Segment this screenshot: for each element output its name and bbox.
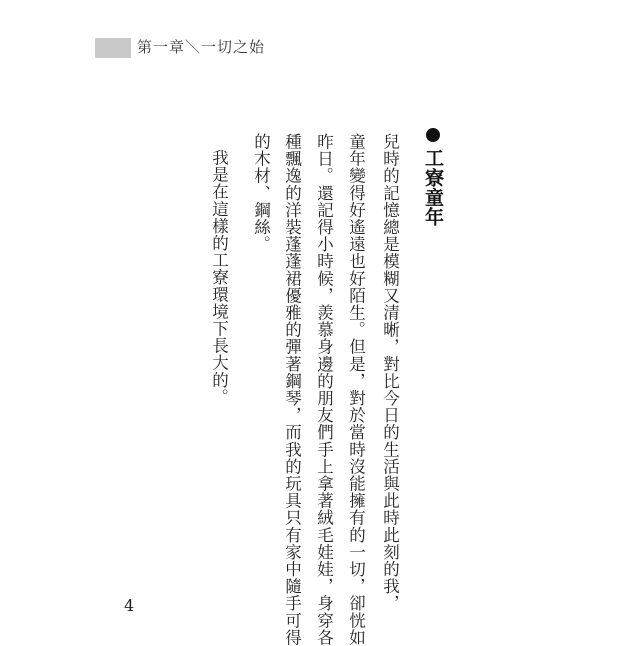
paragraph-1-line-5: 的木材、鋼絲。 [251,133,271,253]
paragraph-1-line-4: 種飄逸的洋裝蓬蓬裙優雅的彈著鋼琴，而我的玩具只有家中隨手可得 [282,133,302,646]
paragraph-1-line-3: 昨日。還記得小時候，羨慕身邊的朋友們手上拿著絨毛娃娃，身穿各 [314,133,334,646]
section-heading [423,128,442,226]
header-gray-bar [95,38,131,58]
page-number: 4 [124,596,135,615]
section-heading-text: 工寮童年 [422,148,444,227]
paragraph-1-line-1: 兒時的記憶總是模糊又清晰，對比今日的生活與此時此刻的我， [380,133,400,612]
running-header: 第一章＼一切之始 [137,38,266,56]
paragraph-1-line-2: 童年變得好遙遠也好陌生。但是，對於當時沒能擁有的一切，卻恍如 [346,133,366,646]
bullet-icon [426,128,440,142]
paragraph-2-line-1: 我是在這樣的工寮環境下長大的。 [209,149,229,406]
